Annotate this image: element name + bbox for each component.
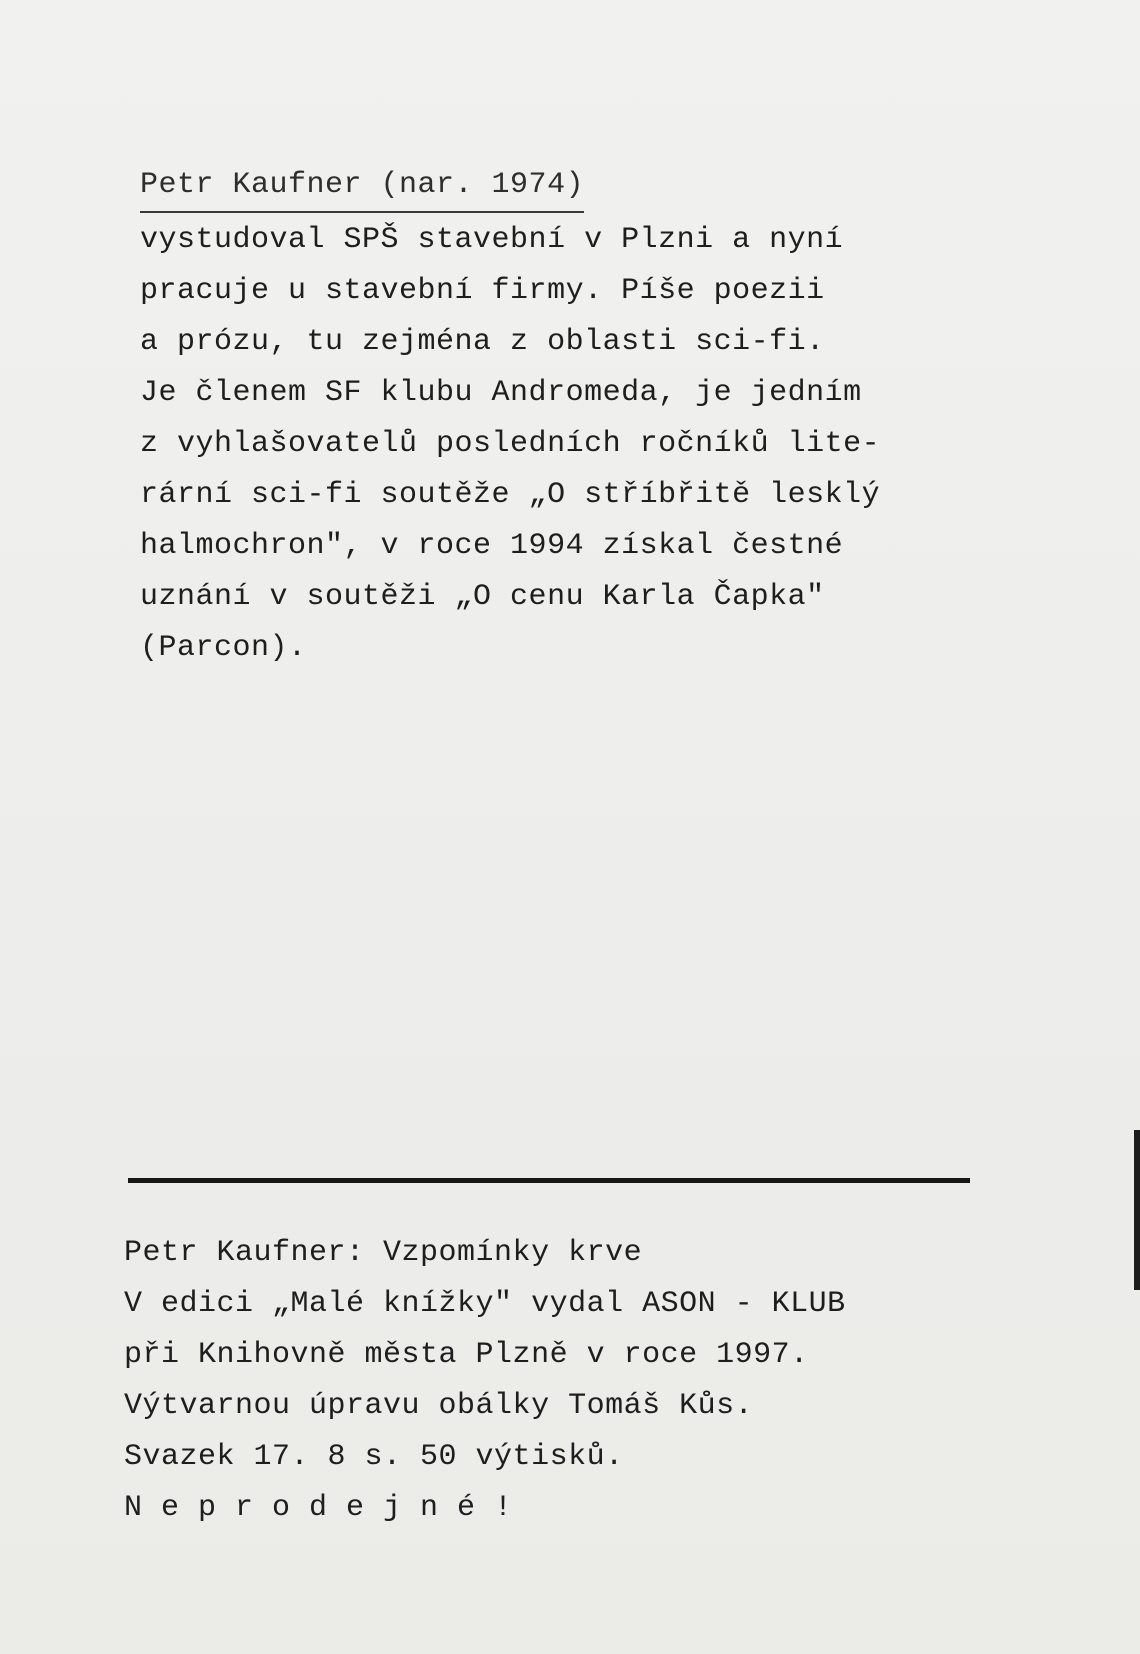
- bio-line: z vyhlašovatelů posledních ročníků lite-: [140, 427, 881, 461]
- colophon-line: Petr Kaufner: Vzpomínky krve: [124, 1236, 643, 1270]
- bio-line: vystudoval SPŠ stavební v Plzni a nyní: [140, 223, 844, 257]
- colophon-line: Svazek 17. 8 s. 50 výtisků.: [124, 1440, 624, 1474]
- page-edge-shadow: [1134, 1130, 1140, 1290]
- bio-line: rární sci-fi soutěže „O stříbřitě lesklý: [140, 478, 881, 512]
- bio-heading: Petr Kaufner (nar. 1974): [140, 160, 584, 213]
- colophon-line: Výtvarnou úpravu obálky Tomáš Kůs.: [124, 1389, 754, 1423]
- section-divider: [128, 1178, 970, 1183]
- bio-line: halmochron", v roce 1994 získal čestné: [140, 529, 844, 563]
- colophon-line: V edici „Malé knížky" vydal ASON - KLUB: [124, 1287, 846, 1321]
- bio-line: a prózu, tu zejména z oblasti sci-fi.: [140, 325, 825, 359]
- bio-line: Je členem SF klubu Andromeda, je jedním: [140, 376, 862, 410]
- colophon-line: při Knihovně města Plzně v roce 1997.: [124, 1338, 809, 1372]
- bio-line: uznání v soutěži „O cenu Karla Čapka": [140, 580, 825, 614]
- bio-line: (Parcon).: [140, 631, 307, 665]
- not-for-sale-note: Neprodejné!: [124, 1491, 532, 1525]
- bio-line: pracuje u stavební firmy. Píše poezii: [140, 274, 825, 308]
- colophon: [124, 1228, 1024, 1534]
- author-bio: [140, 160, 1040, 674]
